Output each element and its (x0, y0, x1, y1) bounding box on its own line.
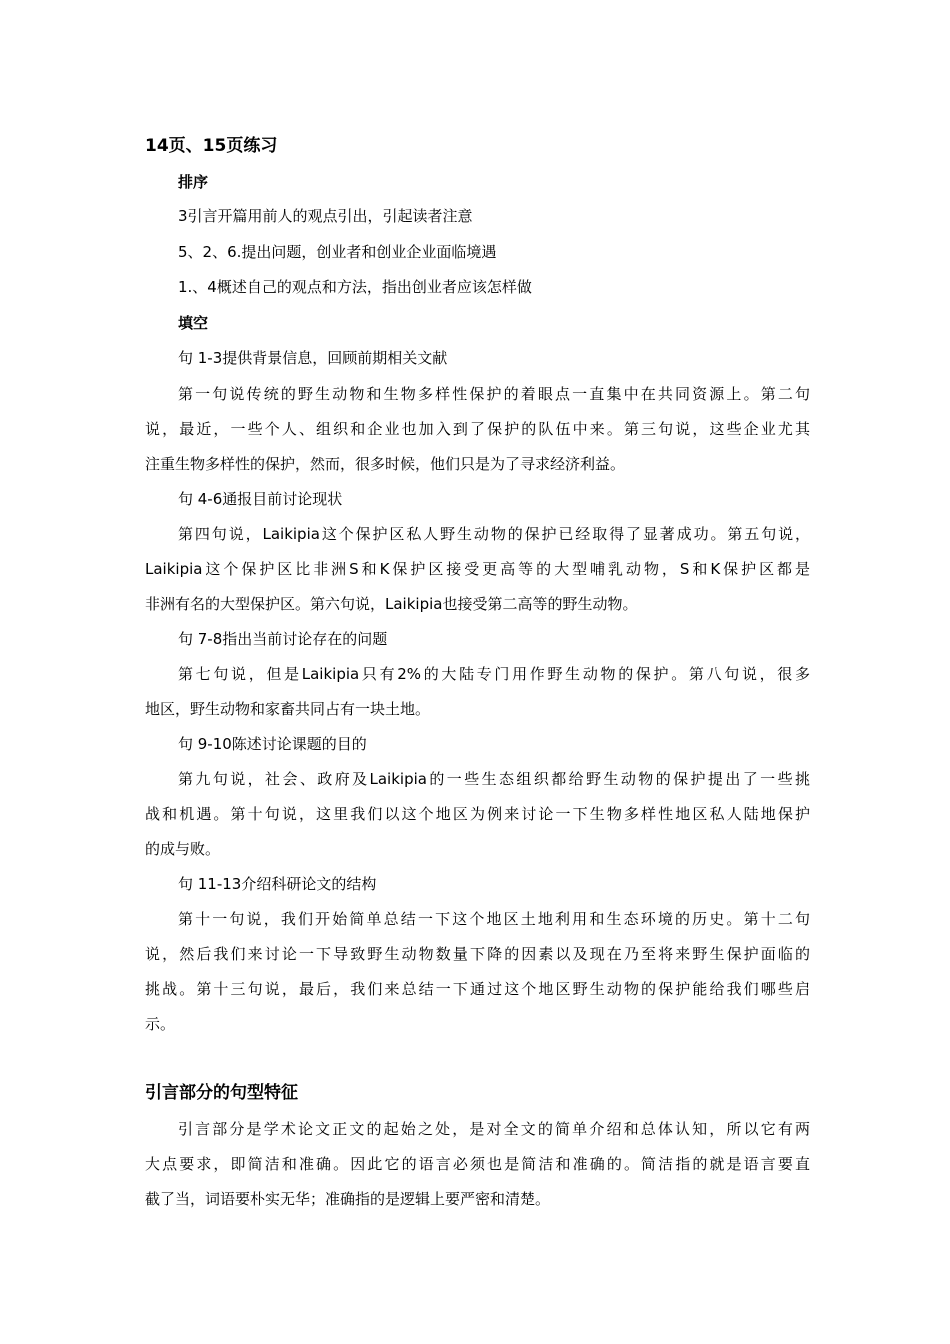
paragraph-line: 说，然后我们来讨论一下导致野生动物数量下降的因素以及现在乃至将来野生保护面临的 (145, 945, 810, 963)
paragraph-line: 挑战。第十三句说，最后，我们来总结一下通过这个地区野生动物的保护能给我们哪些启 (145, 980, 810, 998)
sort-item: 5、2、6.提出问题，创业者和创业企业面临境遇 (178, 243, 497, 261)
paragraph-line: 截了当，词语要朴实无华；准确指的是逻辑上要严密和清楚。 (145, 1190, 551, 1208)
paragraph-line: 大点要求，即简洁和准确。因此它的语言必须也是简洁和准确的。简洁指的就是语言要直 (145, 1155, 810, 1173)
paragraph-line: 第四句说，Laikipia这个保护区私人野生动物的保护已经取得了显著成功。第五句说， (178, 525, 810, 543)
fill-heading: 填空 (178, 314, 209, 332)
paragraph-line: 注重生物多样性的保护，然而，很多时候，他们只是为了寻求经济利益。 (145, 455, 626, 473)
paragraph-line: 说，最近，一些个人、组织和企业也加入到了保护的队伍中来。第三句说，这些企业尤其 (145, 420, 810, 438)
fill-block-label: 句 11-13介绍科研论文的结构 (178, 875, 377, 893)
paragraph-line: 第一句说传统的野生动物和生物多样性保护的着眼点一直集中在共同资源上。第二句 (178, 385, 810, 403)
paragraph-line: 示。 (145, 1015, 176, 1033)
sort-item: 1.、4概述自己的观点和方法，指出创业者应该怎样做 (178, 278, 532, 296)
paragraph-line: 地区，野生动物和家畜共同占有一块土地。 (145, 700, 431, 718)
fill-block-label: 句 1-3提供背景信息，回顾前期相关文献 (178, 349, 448, 367)
fill-block-label: 句 7-8指出当前讨论存在的问题 (178, 630, 388, 648)
page-title: 14页、15页练习 (145, 136, 278, 156)
section-heading: 引言部分的句型特征 (145, 1083, 298, 1103)
paragraph-line: 非洲有名的大型保护区。第六句说，Laikipia也接受第二高等的野生动物。 (145, 595, 638, 613)
paragraph-line: 第九句说，社会、政府及Laikipia的一些生态组织都给野生动物的保护提出了一些挑 (178, 770, 810, 788)
fill-block-label: 句 4-6通报目前讨论现状 (178, 490, 343, 508)
fill-block-label: 句 9-10陈述讨论课题的目的 (178, 735, 367, 753)
paragraph-line: 引言部分是学术论文正文的起始之处，是对全文的简单介绍和总体认知，所以它有两 (178, 1120, 810, 1138)
sort-heading: 排序 (178, 173, 209, 191)
paragraph-line: 第十一句说，我们开始简单总结一下这个地区土地利用和生态环境的历史。第十二句 (178, 910, 810, 928)
paragraph-line: Laikipia这个保护区比非洲S和K保护区接受更高等的大型哺乳动物，S和K保护区都是 (145, 560, 810, 578)
sort-item: 3引言开篇用前人的观点引出，引起读者注意 (178, 207, 473, 225)
paragraph-line: 的成与败。 (145, 840, 221, 858)
paragraph-line: 战和机遇。第十句说，这里我们以这个地区为例来讨论一下生物多样性地区私人陆地保护 (145, 805, 810, 823)
paragraph-line: 第七句说，但是Laikipia只有2%的大陆专门用作野生动物的保护。第八句说，很多 (178, 665, 810, 683)
